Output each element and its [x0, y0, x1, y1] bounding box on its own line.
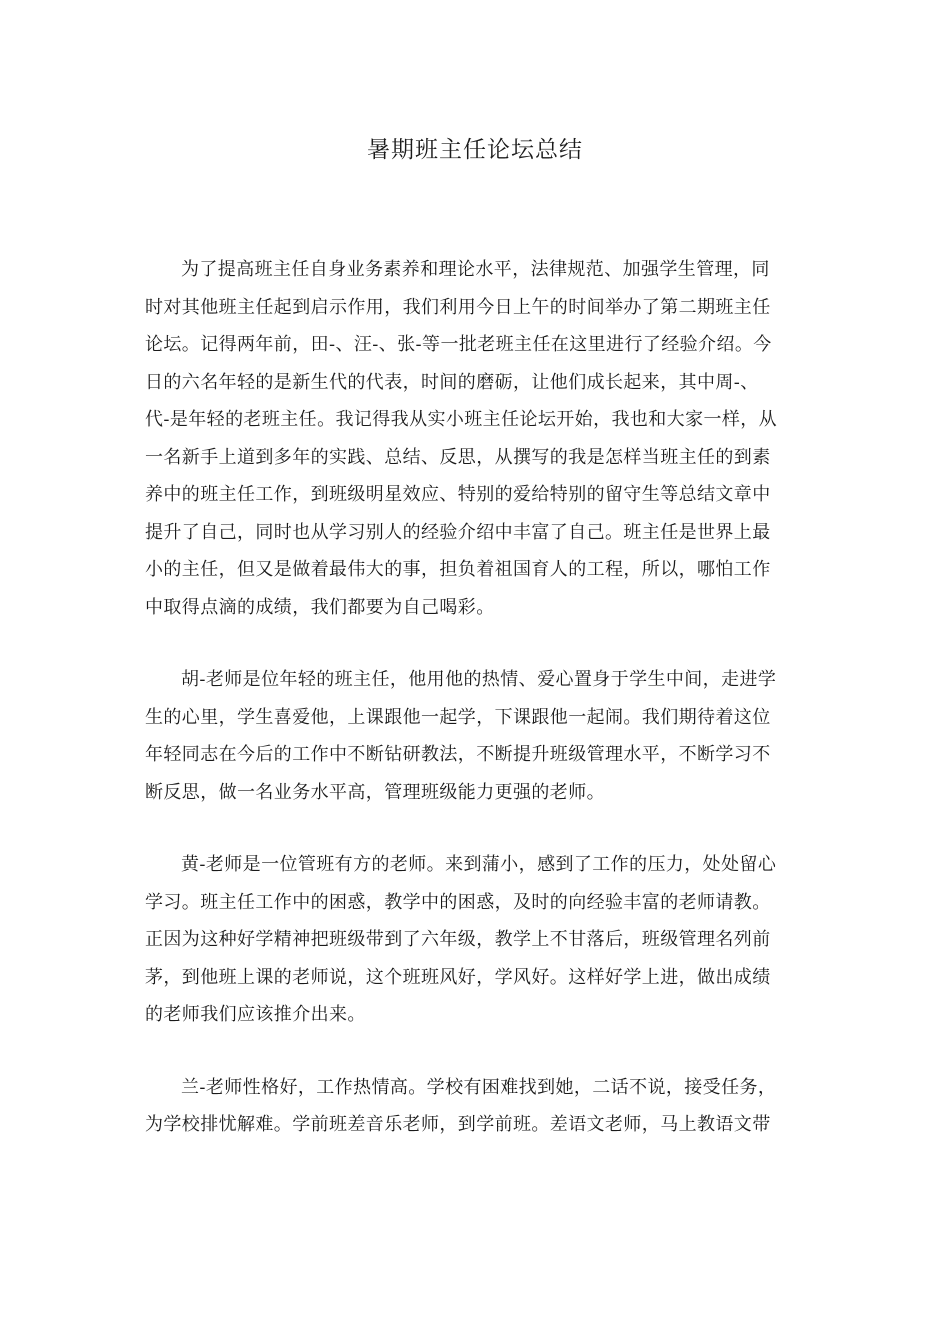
text-line: 时对其他班主任起到启示作用，我们利用今日上午的时间举办了第二期班主任	[145, 296, 771, 318]
text-line: 代-是年轻的老班主任。我记得我从实小班主任论坛开始，我也和大家一样，从	[145, 409, 778, 430]
text-line: 一名新手上道到多年的实践、总结、反思，从撰写的我是怎样当班主任的到素	[145, 446, 771, 468]
text-line: 为了提高班主任自身业务素养和理论水平，法律规范、加强学生管理，同	[181, 259, 770, 280]
text-line: 茅，到他班上课的老师说，这个班班风好，学风好。这样好学上进，做出成绩	[145, 966, 771, 988]
text-line: 断反思，做一名业务水平高，管理班级能力更强的老师。	[145, 781, 605, 803]
text-line: 提升了自己，同时也从学习别人的经验介绍中丰富了自己。班主任是世界上最	[145, 521, 771, 543]
text-line: 论坛。记得两年前，田-、汪-、张-等一批老班主任在这里进行了经验介绍。今	[145, 334, 772, 355]
text-line: 正因为这种好学精神把班级带到了六年级，教学上不甘落后，班级管理名列前	[145, 929, 771, 950]
text-line: 中取得点滴的成绩，我们都要为自己喝彩。	[145, 596, 495, 618]
text-line: 黄-老师是一位管班有方的老师。来到蒲小，感到了工作的压力，处处留心	[181, 854, 777, 875]
text-line: 为学校排忧解难。学前班差音乐老师，到学前班。差语文老师，马上教语文带	[145, 1114, 771, 1135]
text-line: 养中的班主任工作，到班级明星效应、特别的爱给特别的留守生等总结文章中	[145, 484, 771, 505]
document-title: 暑期班主任论坛总结	[367, 137, 583, 163]
text-line: 学习。班主任工作中的困惑，教学中的困惑，及时的向经验丰富的老师请教。	[145, 891, 771, 913]
text-line: 胡-老师是位年轻的班主任，他用他的热情、爱心置身于学生中间，走进学	[181, 669, 777, 690]
text-line: 的老师我们应该推介出来。	[145, 1004, 366, 1025]
paragraph	[145, 1069, 805, 1144]
paragraph	[145, 846, 805, 1034]
text-line: 年轻同志在今后的工作中不断钻研教法，不断提升班级管理水平，不断学习不	[145, 744, 771, 765]
text-line: 兰-老师性格好，工作热情高。学校有困难找到她，二话不说，接受任务，	[181, 1076, 777, 1098]
text-line: 小的主任，但又是做着最伟大的事，担负着祖国育人的工程，所以，哪怕工作	[145, 559, 771, 580]
text-line: 日的六名年轻的是新生代的代表，时间的磨砺，让他们成长起来，其中周-、	[145, 371, 759, 393]
paragraph	[145, 661, 805, 811]
paragraph	[145, 251, 805, 626]
document-body	[145, 251, 805, 1179]
text-line: 生的心里，学生喜爱他，上课跟他一起学，下课跟他一起闹。我们期待着这位	[145, 706, 771, 728]
